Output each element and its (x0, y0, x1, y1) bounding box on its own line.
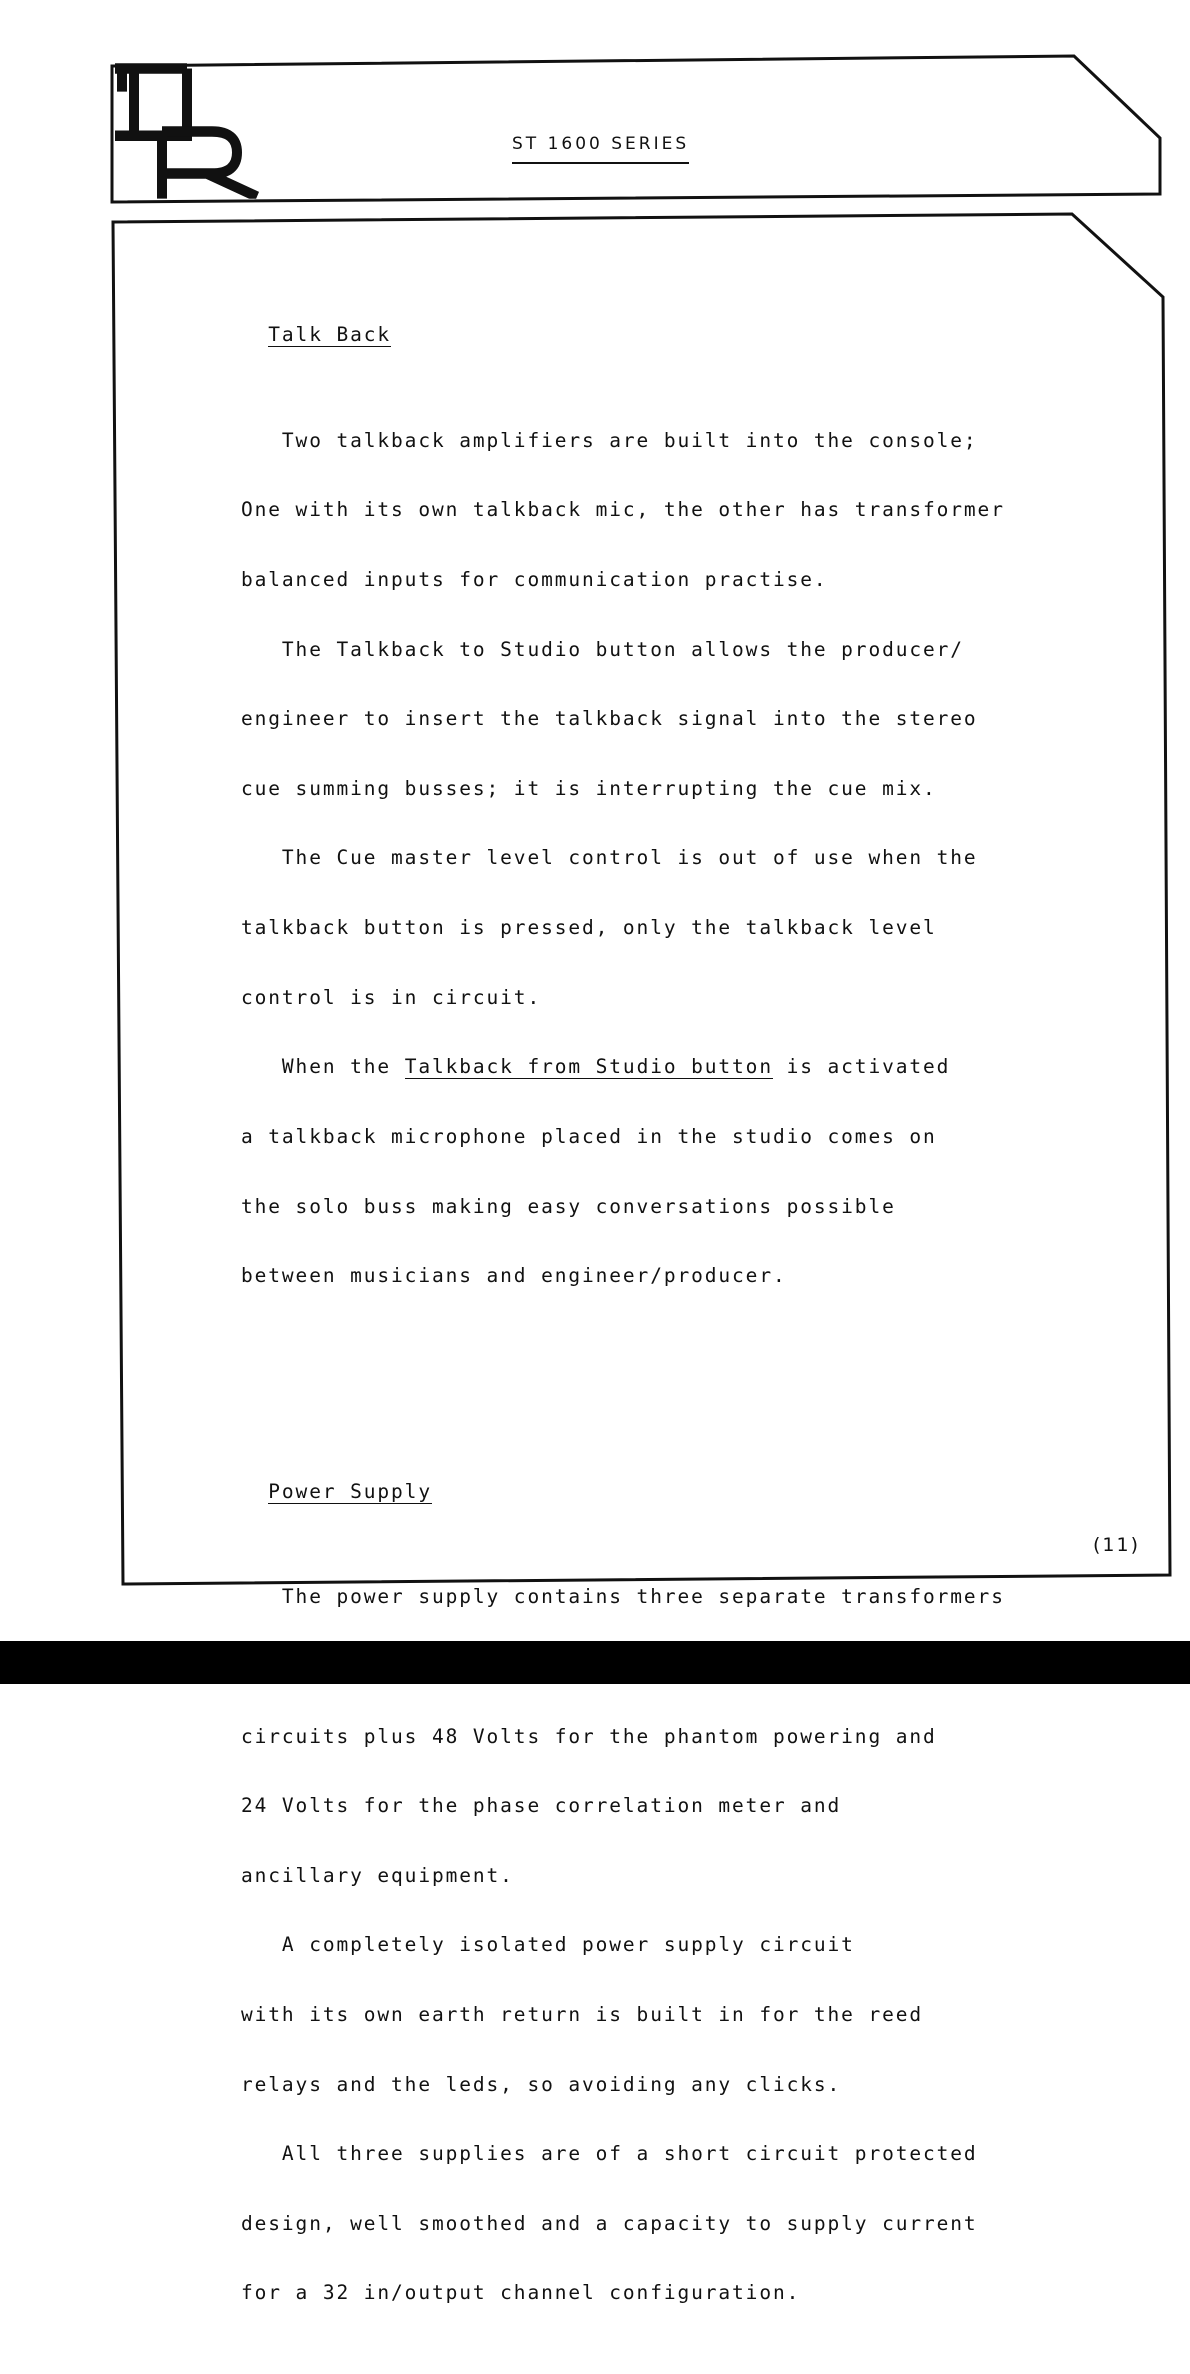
page-number: (11) (1093, 1534, 1141, 1556)
talkback-from-studio-term: Talkback from Studio button (404, 1055, 773, 1079)
section-gap (241, 1403, 1081, 1433)
text-line: One with its own talkback mic, the other has transformer (241, 498, 1005, 522)
talkback-heading: Talk Back (268, 323, 392, 347)
text-line: engineer to insert the talkback signal into the stereo (241, 707, 978, 731)
text-line: 24 Volts for the phase correlation meter and (241, 1794, 842, 1818)
text-line: The power supply contains three separate transformers (241, 1585, 1005, 1609)
power-supply-heading: Power Supply (268, 1479, 432, 1503)
studio-line-prefix: When the (241, 1055, 405, 1079)
talkback-section (241, 382, 1081, 1333)
text-line: balanced inputs for communication practise. (241, 568, 828, 592)
studio-line-suffix: is activated (772, 1055, 951, 1079)
text-line: between musicians and engineer/producer. (241, 1264, 787, 1288)
text-line: a talkback microphone placed in the studio comes on (241, 1124, 937, 1148)
dr-logo (112, 62, 267, 220)
dr-logo-mark (112, 62, 267, 199)
text-line: A completely isolated power supply circuit (241, 1933, 855, 1957)
text-line: Two talkback amplifiers are built into the console; (241, 428, 978, 452)
text-line: The Cue master level control is out of use when the (241, 846, 978, 870)
text-line: design, well smoothed and a capacity to supply current (241, 2211, 978, 2235)
text-line: relays and the leds, so avoiding any clicks. (241, 2072, 842, 2096)
text-line: All three supplies are of a short circuit protected (241, 2142, 978, 2166)
text-line: the solo buss making easy conversations possible (241, 1194, 896, 1218)
header-frame (112, 56, 1160, 202)
text-line: cue summing busses; it is interrupting the cue mix. (241, 776, 937, 800)
text-line: talkback button is pressed, only the talkback level (241, 916, 937, 940)
text-line: for a 32 in/output channel configuration. (241, 2281, 801, 2305)
scan-edge-bar (0, 1641, 1190, 1684)
text-line: circuits plus 48 Volts for the phantom powering and (241, 1724, 937, 1748)
text-line: ancillary equipment. (241, 1863, 514, 1887)
text-line: The Talkback to Studio button allows the producer/ (241, 637, 964, 661)
text-line: control is in circuit. (241, 985, 542, 1009)
document-body (241, 300, 1081, 2374)
series-title: ST 1600 SERIES (512, 134, 689, 164)
text-line: with its own earth return is built in for the reed (241, 2003, 923, 2027)
text-line (241, 1055, 1081, 1078)
